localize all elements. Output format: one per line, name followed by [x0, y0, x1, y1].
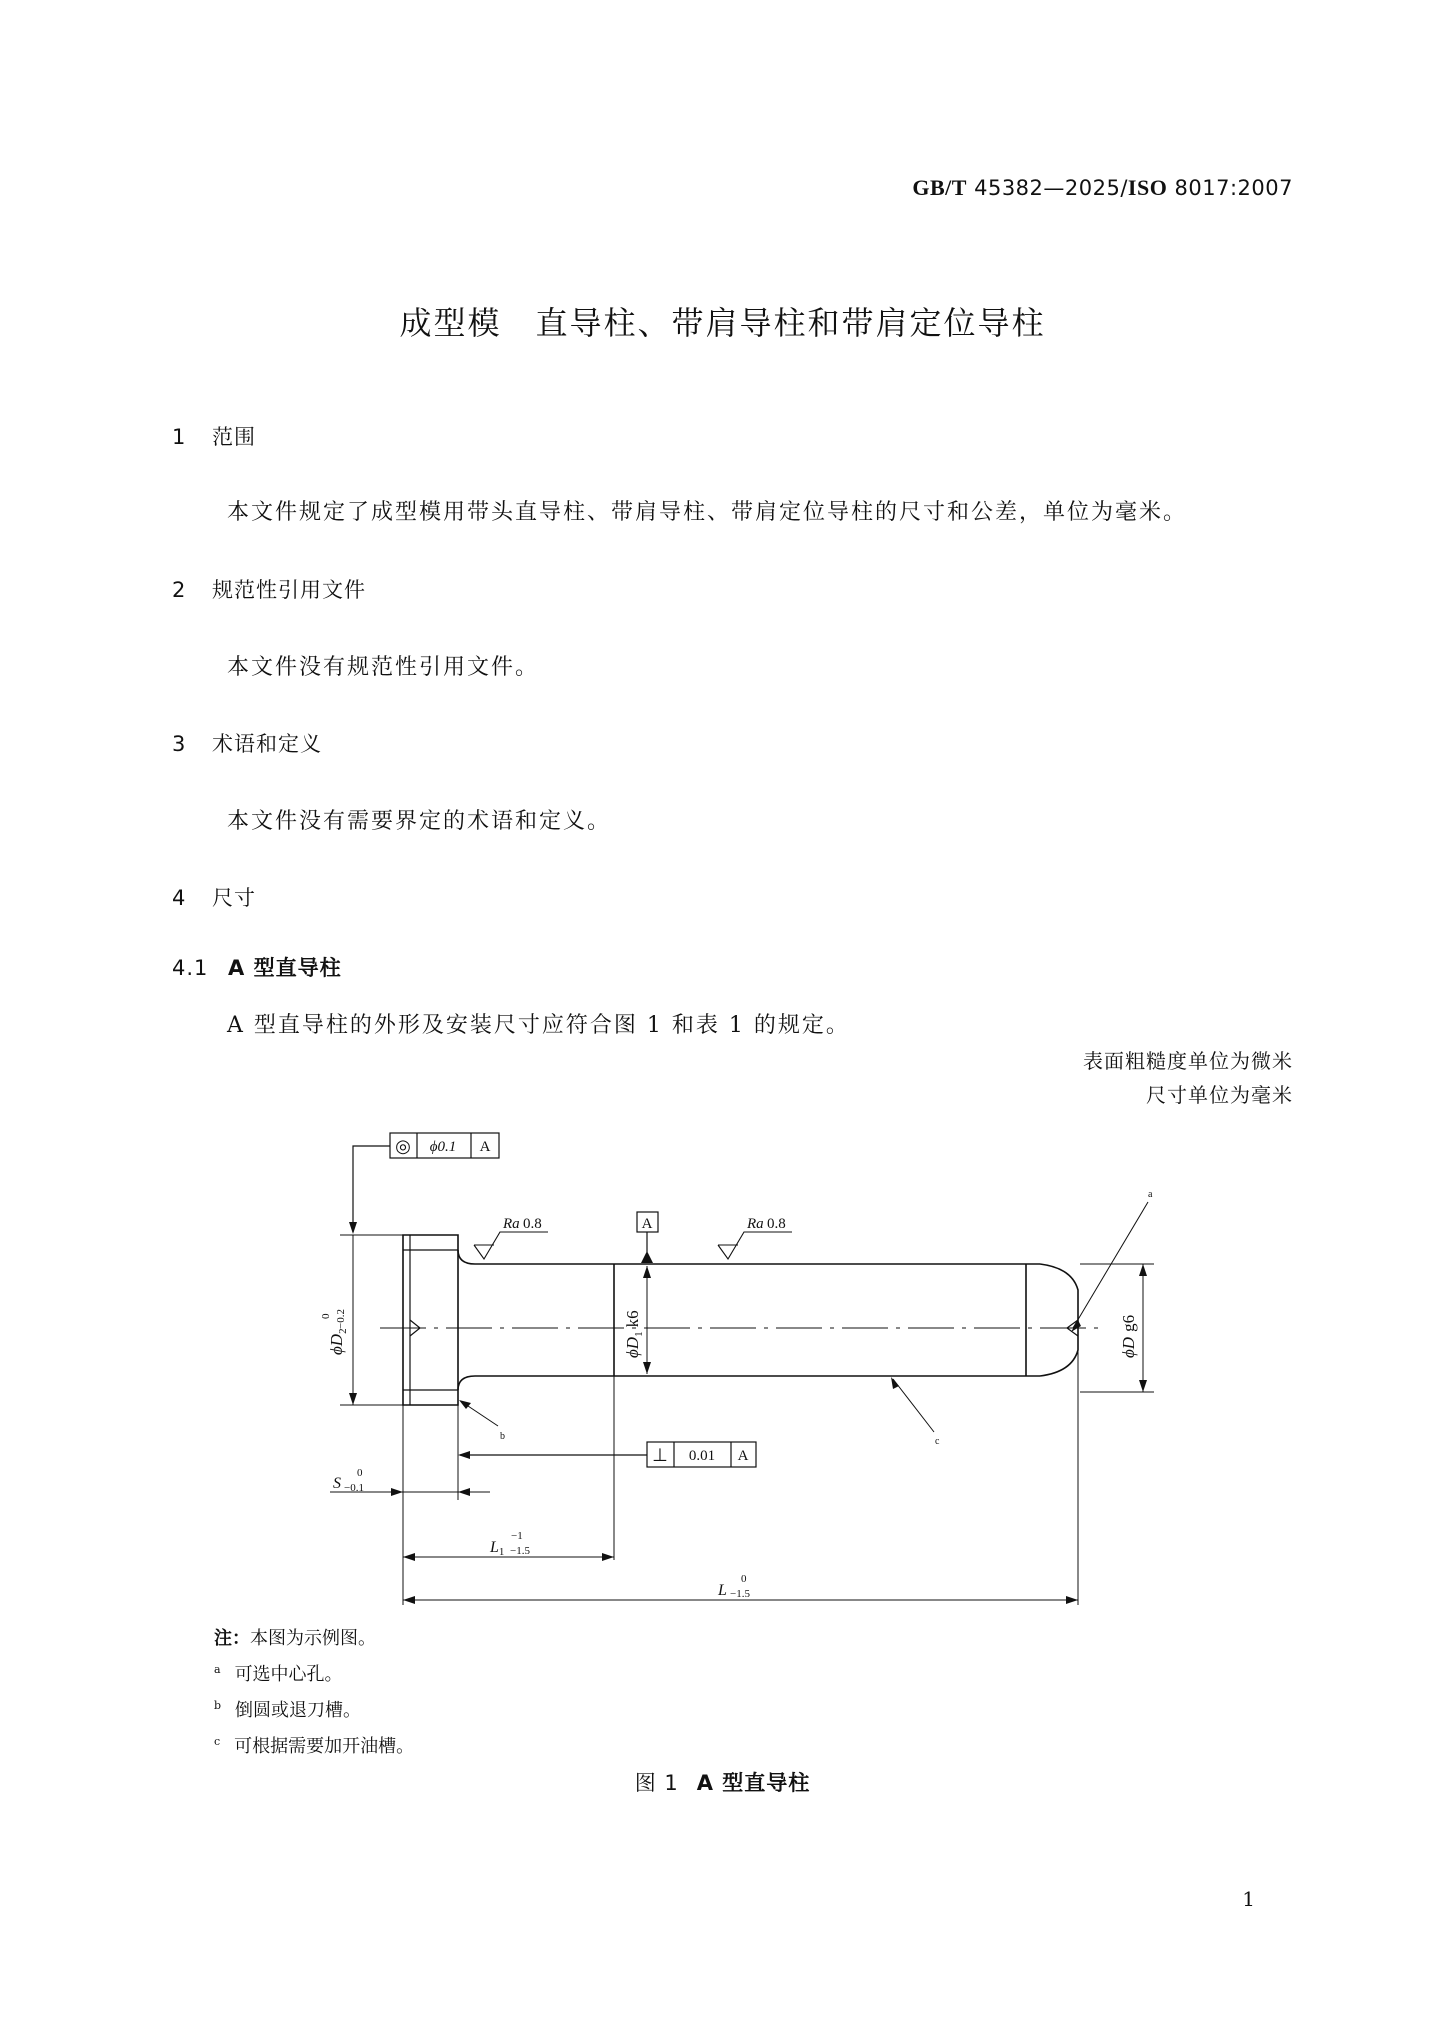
l1-lower-tol: −1.5 [510, 1545, 530, 1557]
s-lower-tol: −0.1 [344, 1482, 364, 1494]
dimension-l1 [403, 1530, 614, 1561]
roughness-1-value: 0.8 [523, 1216, 542, 1232]
callout-b-label: b [500, 1431, 505, 1442]
d1-label: $\phi D_1k6$ [623, 1310, 645, 1358]
section-1-heading: 1 范围 [172, 425, 256, 449]
d2-lower-tol: −0.2 [335, 1309, 347, 1329]
subsection-4-1-heading: 4.1 A 型直导柱 [172, 956, 342, 980]
d2-upper-tol: 0 [320, 1313, 332, 1319]
dimension-d1 [623, 1266, 651, 1374]
perpendicularity-symbol: ⊥ [652, 1445, 668, 1465]
perpendicularity-value: 0.01 [688, 1448, 716, 1464]
d-label: ϕDg6 [1119, 1314, 1138, 1358]
l1-upper-tol: −1 [511, 1530, 523, 1542]
callout-c-label: c [935, 1436, 940, 1447]
l-upper-tol: 0 [741, 1573, 747, 1585]
section-1-body: 本文件规定了成型模用带头直导柱、带肩导柱、带肩定位导柱的尺寸和公差，单位为毫米。 [227, 500, 1188, 525]
perpendicularity-frame [458, 1442, 756, 1467]
callout-a [1071, 1189, 1153, 1332]
section-3-heading: 3 术语和定义 [172, 732, 322, 756]
callout-c [891, 1377, 940, 1447]
roughness-1-param: Ra [503, 1216, 520, 1232]
page-number: 1 [1242, 1887, 1255, 1911]
concentricity-frame [349, 1133, 499, 1234]
datum-a [637, 1212, 658, 1263]
footnote-a: $^a$ 可选中心孔。 [214, 1663, 343, 1685]
section-2-body: 本文件没有规范性引用文件。 [227, 655, 540, 680]
callout-b [459, 1400, 505, 1442]
subsection-4-1-body: A 型直导柱的外形及安装尺寸应符合图 1 和表 1 的规定。 [227, 1013, 850, 1038]
roughness-symbol-1 [474, 1216, 548, 1259]
roughness-2-value: 0.8 [767, 1216, 786, 1232]
roughness-symbol-2 [718, 1216, 792, 1259]
l1-label: L1 [490, 1539, 505, 1558]
roughness-2-param: Ra [747, 1216, 764, 1232]
callout-a-label: a [1148, 1189, 1153, 1200]
roughness-unit-note: 表面粗糙度单位为微米 [1083, 1049, 1293, 1073]
section-2-heading: 2 规范性引用文件 [172, 578, 366, 602]
document-title: 成型模 直导柱、带肩导柱和带肩定位导柱 [399, 304, 1046, 342]
concentricity-datum: A [479, 1139, 491, 1155]
part-outline [403, 1235, 1078, 1405]
d2-label: $\phi D_2$ [327, 1328, 349, 1355]
datum-a-label: A [641, 1216, 653, 1232]
dimension-unit-note: 尺寸单位为毫米 [1146, 1083, 1293, 1107]
l-label: L [718, 1582, 727, 1599]
dimension-d [1080, 1264, 1154, 1392]
figure-caption: 图 1 A 型直导柱 [634, 1771, 811, 1795]
l-lower-tol: −1.5 [730, 1588, 750, 1600]
perpendicularity-datum: A [737, 1448, 749, 1464]
dimension-l [403, 1573, 1078, 1604]
section-4-heading: 4 尺寸 [172, 886, 256, 910]
s-upper-tol: 0 [357, 1467, 363, 1479]
figure-note: 注：本图为示例图。 [214, 1628, 376, 1649]
s-label: S [333, 1475, 341, 1492]
section-3-body: 本文件没有需要界定的术语和定义。 [227, 809, 612, 834]
standard-number: GB/T 45382—2025/ISO 8017:2007 [912, 175, 1293, 200]
concentricity-symbol: ◎ [395, 1136, 411, 1156]
concentricity-value: ϕ0.1 [429, 1139, 457, 1155]
footnote-b: $^b$ 倒圆或退刀槽。 [214, 1699, 362, 1721]
dimension-d2 [320, 1235, 403, 1405]
dimension-s [330, 1467, 490, 1496]
footnote-c: $^c$ 可根据需要加开油槽。 [214, 1735, 415, 1757]
